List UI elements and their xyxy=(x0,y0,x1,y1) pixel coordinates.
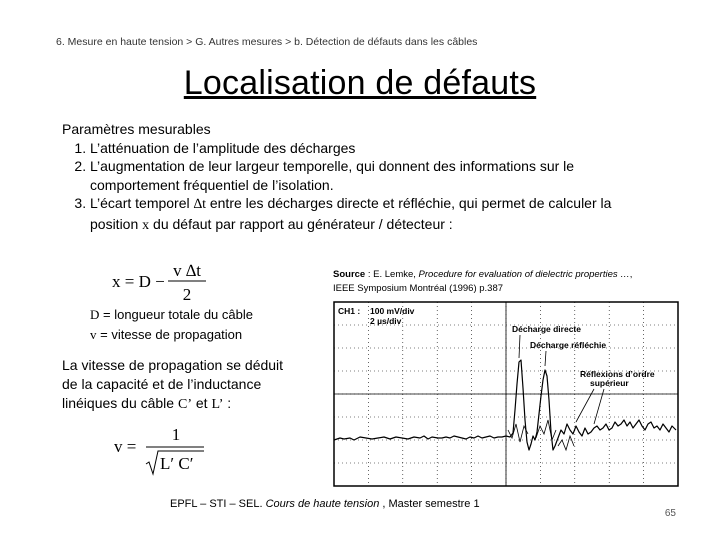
scope-background xyxy=(332,300,682,490)
x-symbol: x xyxy=(142,217,150,233)
footer-course: Cours de haute tension xyxy=(265,498,380,510)
params-list xyxy=(62,139,662,236)
c-symbol: C’ xyxy=(177,397,192,412)
item3-mid: entre les décharges directe et réfléchie, qui permet de calculer la position xyxy=(90,195,612,232)
formula1-lhs: x = D − xyxy=(112,272,165,291)
vitesse-line3-pre: linéiques du câble xyxy=(62,395,178,411)
formula2-numerator: 1 xyxy=(171,425,181,444)
variable-definitions xyxy=(90,305,253,345)
source-citation xyxy=(333,268,713,296)
footer xyxy=(170,498,480,510)
scope-annotation-direct: Décharge directe xyxy=(512,324,581,334)
breadcrumb: 6. Mesure en haute tension > G. Autres mesures > b. Détection de défauts dans les câbles xyxy=(56,36,478,48)
item3-pre: L’écart temporel xyxy=(90,195,194,211)
vitesse-line3-post: : xyxy=(223,395,232,411)
page-number: 65 xyxy=(664,508,676,519)
vitesse-line3 xyxy=(62,394,332,414)
position-formula xyxy=(108,258,218,306)
item1-text: L’atténuation de l’amplitude des décharges xyxy=(90,139,356,156)
l-symbol: L’ xyxy=(211,397,224,412)
oscilloscope-trace-image xyxy=(332,300,682,490)
source-comma: , xyxy=(629,269,633,280)
velocity-formula xyxy=(110,424,210,478)
vitesse-line1: La vitesse de propagation se déduit xyxy=(62,357,284,373)
list-item xyxy=(90,139,662,158)
formula2-denominator: L′ C′ xyxy=(160,454,194,473)
item3-post: du défaut par rapport au générateur / détecteur : xyxy=(149,215,453,232)
scope-annotation-higher-1: Réflexions d’ordre xyxy=(580,369,655,379)
source-sep: : E. Lemke, xyxy=(365,269,419,280)
scope-channel-label: CH1 : xyxy=(338,306,361,316)
d-symbol: D xyxy=(90,307,100,322)
scope-volt-div: 100 mV/div xyxy=(370,306,415,316)
params-heading: Paramètres mesurables xyxy=(62,121,211,137)
vitesse-and: et xyxy=(191,395,212,411)
v-symbol: v xyxy=(90,327,97,342)
source-label: Source xyxy=(333,269,366,280)
d-definition: = longueur totale du câble xyxy=(99,307,253,322)
list-item xyxy=(90,194,662,235)
delta-t-symbol: ∆t xyxy=(193,197,206,212)
v-definition: = vitesse de propagation xyxy=(96,327,243,342)
def-v xyxy=(90,325,253,345)
source-line2: IEEE Symposium Montréal (1996) p.387 xyxy=(333,283,504,294)
source-title: Procedure for evaluation of dielectric properties … xyxy=(418,269,630,280)
formula1-denominator: 2 xyxy=(182,285,192,304)
velocity-paragraph xyxy=(62,356,332,414)
formula1-numerator: v ∆t xyxy=(173,261,201,280)
measurable-parameters xyxy=(62,120,662,235)
footer-post: , Master semestre 1 xyxy=(379,498,480,510)
list-item xyxy=(90,157,662,194)
scope-annotation-reflected: Décharge réfléchie xyxy=(530,340,607,350)
formula2-lhs: v = xyxy=(114,437,137,456)
footer-pre: EPFL – STI – SEL. xyxy=(170,498,266,510)
scope-time-div: 2 µs/div xyxy=(370,316,402,326)
page-title: Localisation de défauts xyxy=(183,64,537,102)
item2-text: L’augmentation de leur largeur temporelle, qui donnent des informations sur le comportement fréquentiel de l’isolation. xyxy=(90,158,575,193)
vitesse-line2: de la capacité et de l’inductance xyxy=(62,376,262,392)
def-d xyxy=(90,305,253,325)
scope-annotation-higher-2: supérieur xyxy=(590,378,629,388)
